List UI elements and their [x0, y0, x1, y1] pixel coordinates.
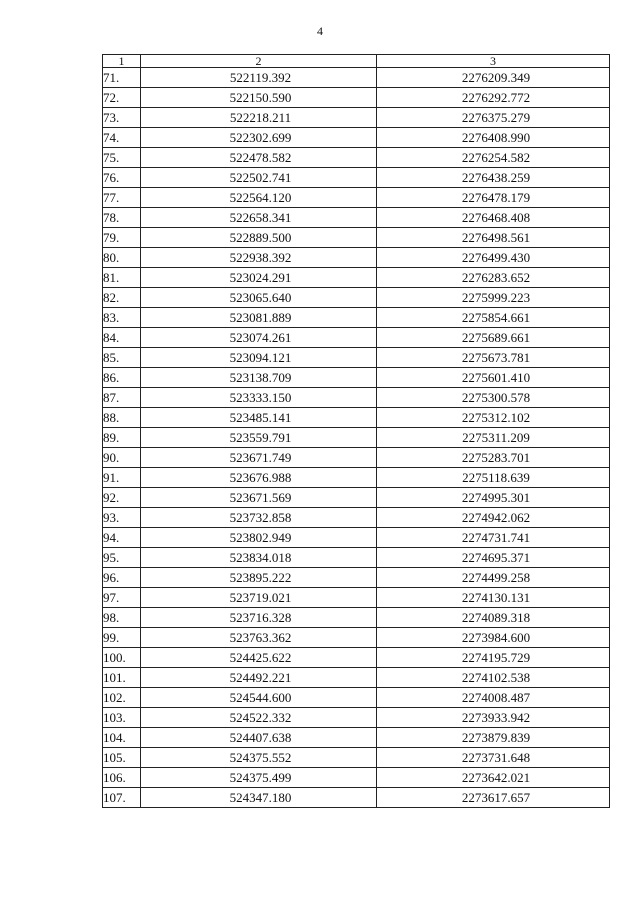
- x-coordinate-value: 522502.741: [229, 170, 292, 185]
- y-coordinate-value: 2274695.371: [461, 550, 531, 565]
- y-coordinate-cell: [377, 488, 610, 508]
- y-coordinate-cell: [377, 368, 610, 388]
- x-coordinate-cell: [141, 448, 377, 468]
- y-coordinate-value: 2276254.582: [461, 150, 531, 165]
- x-coordinate-cell: [141, 368, 377, 388]
- row-number-cell: 92.: [103, 488, 141, 508]
- y-coordinate-value: 2276408.990: [461, 130, 531, 145]
- y-coordinate-cell: [377, 188, 610, 208]
- y-coordinate-value: 2274102.538: [461, 670, 531, 685]
- x-coordinate-cell: [141, 528, 377, 548]
- x-coordinate-value: 523333.150: [229, 390, 292, 405]
- y-coordinate-value: 2273731.648: [461, 750, 531, 765]
- x-coordinate-cell: [141, 468, 377, 488]
- x-coordinate-value: 522119.392: [229, 70, 292, 85]
- x-coordinate-cell: [141, 508, 377, 528]
- row-number-cell: 76.: [103, 168, 141, 188]
- y-coordinate-cell: [377, 508, 610, 528]
- y-coordinate-cell: [377, 628, 610, 648]
- x-coordinate-value: 524347.180: [229, 790, 292, 805]
- x-coordinate-cell: [141, 128, 377, 148]
- x-coordinate-cell: [141, 428, 377, 448]
- y-coordinate-value: 2275118.639: [462, 470, 530, 485]
- y-coordinate-value: 2273642.021: [461, 770, 531, 785]
- x-coordinate-cell: [141, 588, 377, 608]
- x-coordinate-value: 524375.552: [229, 750, 292, 765]
- x-coordinate-value: 523763.362: [229, 630, 292, 645]
- x-coordinate-value: 523895.222: [229, 570, 292, 585]
- x-coordinate-value: 523671.569: [229, 490, 292, 505]
- table-row: [103, 748, 610, 768]
- y-coordinate-cell: [377, 708, 610, 728]
- row-number-cell: 77.: [103, 188, 141, 208]
- table-row: [103, 148, 610, 168]
- x-coordinate-cell: [141, 768, 377, 788]
- coordinates-table: [102, 54, 610, 808]
- y-coordinate-cell: [377, 768, 610, 788]
- table-row: [103, 568, 610, 588]
- x-coordinate-value: 524522.332: [229, 710, 292, 725]
- table-row: [103, 468, 610, 488]
- row-number-cell: 80.: [103, 248, 141, 268]
- x-coordinate-cell: [141, 348, 377, 368]
- row-number-cell: 101.: [103, 668, 141, 688]
- y-coordinate-cell: [377, 748, 610, 768]
- x-coordinate-cell: [141, 288, 377, 308]
- x-coordinate-value: 522658.341: [229, 210, 292, 225]
- column-header-3: 3: [377, 55, 610, 68]
- table-row: [103, 708, 610, 728]
- table-row: [103, 488, 610, 508]
- row-number-cell: 84.: [103, 328, 141, 348]
- table-row: [103, 348, 610, 368]
- table-row: [103, 248, 610, 268]
- table-row: [103, 388, 610, 408]
- x-coordinate-value: 522564.120: [229, 190, 292, 205]
- y-coordinate-cell: [377, 608, 610, 628]
- y-coordinate-value: 2274731.741: [461, 530, 531, 545]
- row-number-cell: 103.: [103, 708, 141, 728]
- y-coordinate-cell: [377, 168, 610, 188]
- row-number-cell: 96.: [103, 568, 141, 588]
- x-coordinate-value: 522150.590: [229, 90, 292, 105]
- table-row: [103, 588, 610, 608]
- row-number-cell: 91.: [103, 468, 141, 488]
- y-coordinate-cell: [377, 588, 610, 608]
- x-coordinate-value: 523719.021: [229, 590, 292, 605]
- y-coordinate-value: 2274499.258: [461, 570, 531, 585]
- x-coordinate-cell: [141, 688, 377, 708]
- x-coordinate-cell: [141, 228, 377, 248]
- x-coordinate-cell: [141, 628, 377, 648]
- table-row: [103, 368, 610, 388]
- x-coordinate-value: 524544.600: [229, 690, 292, 705]
- x-coordinate-cell: [141, 388, 377, 408]
- x-coordinate-cell: [141, 68, 377, 88]
- column-header-1: 1: [103, 55, 141, 68]
- row-number-cell: 95.: [103, 548, 141, 568]
- y-coordinate-value: 2276209.349: [461, 70, 531, 85]
- row-number-cell: 105.: [103, 748, 141, 768]
- y-coordinate-value: 2275312.102: [461, 410, 531, 425]
- table-body: [103, 68, 610, 808]
- x-coordinate-value: 522478.582: [229, 150, 292, 165]
- x-coordinate-value: 523732.858: [229, 510, 292, 525]
- table-row: [103, 768, 610, 788]
- x-coordinate-value: 523081.889: [229, 310, 292, 325]
- table-row: [103, 228, 610, 248]
- row-number-cell: 107.: [103, 788, 141, 808]
- x-coordinate-cell: [141, 408, 377, 428]
- row-number-cell: 102.: [103, 688, 141, 708]
- y-coordinate-cell: [377, 348, 610, 368]
- table-row: [103, 208, 610, 228]
- y-coordinate-cell: [377, 468, 610, 488]
- table-row: [103, 668, 610, 688]
- y-coordinate-value: 2276375.279: [461, 110, 531, 125]
- x-coordinate-value: 522938.392: [229, 250, 292, 265]
- x-coordinate-value: 523074.261: [229, 330, 292, 345]
- row-number-cell: 97.: [103, 588, 141, 608]
- row-number-cell: 78.: [103, 208, 141, 228]
- y-coordinate-value: 2274942.062: [461, 510, 531, 525]
- y-coordinate-cell: [377, 68, 610, 88]
- row-number-cell: 99.: [103, 628, 141, 648]
- row-number-cell: 106.: [103, 768, 141, 788]
- y-coordinate-cell: [377, 788, 610, 808]
- x-coordinate-value: 523094.121: [229, 350, 292, 365]
- y-coordinate-cell: [377, 388, 610, 408]
- x-coordinate-cell: [141, 328, 377, 348]
- x-coordinate-cell: [141, 268, 377, 288]
- column-header-2: 2: [141, 55, 377, 68]
- y-coordinate-value: 2274995.301: [461, 490, 531, 505]
- x-coordinate-value: 523559.791: [229, 430, 292, 445]
- x-coordinate-cell: [141, 488, 377, 508]
- row-number-cell: 100.: [103, 648, 141, 668]
- row-number-cell: 89.: [103, 428, 141, 448]
- y-coordinate-cell: [377, 268, 610, 288]
- row-number-cell: 88.: [103, 408, 141, 428]
- y-coordinate-cell: [377, 148, 610, 168]
- x-coordinate-value: 523834.018: [229, 550, 292, 565]
- y-coordinate-value: 2273933.942: [461, 710, 531, 725]
- row-number-cell: 71.: [103, 68, 141, 88]
- y-coordinate-cell: [377, 328, 610, 348]
- row-number-cell: 104.: [103, 728, 141, 748]
- x-coordinate-cell: [141, 608, 377, 628]
- x-coordinate-value: 524375.499: [229, 770, 292, 785]
- x-coordinate-value: 523716.328: [229, 610, 292, 625]
- x-coordinate-value: 523671.749: [229, 450, 292, 465]
- table-row: [103, 508, 610, 528]
- y-coordinate-value: 2276499.430: [461, 250, 531, 265]
- x-coordinate-value: 523485.141: [229, 410, 292, 425]
- row-number-cell: 74.: [103, 128, 141, 148]
- y-coordinate-cell: [377, 128, 610, 148]
- x-coordinate-cell: [141, 728, 377, 748]
- table-row: [103, 448, 610, 468]
- x-coordinate-cell: [141, 88, 377, 108]
- y-coordinate-cell: [377, 108, 610, 128]
- y-coordinate-value: 2276292.772: [461, 90, 531, 105]
- y-coordinate-value: 2276478.179: [461, 190, 531, 205]
- y-coordinate-cell: [377, 548, 610, 568]
- y-coordinate-value: 2273984.600: [461, 630, 531, 645]
- page-number: 4: [317, 24, 323, 38]
- x-coordinate-cell: [141, 648, 377, 668]
- table-row: [103, 128, 610, 148]
- y-coordinate-value: 2273617.657: [461, 790, 531, 805]
- y-coordinate-value: 2274089.318: [461, 610, 531, 625]
- table-row: [103, 728, 610, 748]
- y-coordinate-value: 2274195.729: [461, 650, 531, 665]
- table-row: [103, 628, 610, 648]
- table-header-row: [103, 55, 610, 68]
- x-coordinate-value: 523024.291: [229, 270, 292, 285]
- table-row: [103, 528, 610, 548]
- y-coordinate-value: 2276283.652: [461, 270, 531, 285]
- x-coordinate-cell: [141, 208, 377, 228]
- table-row: [103, 308, 610, 328]
- table-row: [103, 288, 610, 308]
- table-row: [103, 88, 610, 108]
- y-coordinate-cell: [377, 448, 610, 468]
- row-number-cell: 73.: [103, 108, 141, 128]
- y-coordinate-cell: [377, 528, 610, 548]
- x-coordinate-value: 523676.988: [229, 470, 292, 485]
- y-coordinate-cell: [377, 648, 610, 668]
- x-coordinate-value: 524425.622: [229, 650, 292, 665]
- x-coordinate-cell: [141, 188, 377, 208]
- y-coordinate-cell: [377, 668, 610, 688]
- x-coordinate-cell: [141, 568, 377, 588]
- table-row: [103, 328, 610, 348]
- x-coordinate-cell: [141, 108, 377, 128]
- x-coordinate-value: 522218.211: [229, 110, 292, 125]
- table-row: [103, 408, 610, 428]
- y-coordinate-cell: [377, 228, 610, 248]
- row-number-cell: 75.: [103, 148, 141, 168]
- y-coordinate-value: 2275673.781: [461, 350, 531, 365]
- x-coordinate-value: 523065.640: [229, 290, 292, 305]
- x-coordinate-cell: [141, 308, 377, 328]
- y-coordinate-cell: [377, 428, 610, 448]
- row-number-cell: 94.: [103, 528, 141, 548]
- y-coordinate-value: 2276438.259: [461, 170, 531, 185]
- y-coordinate-value: 2275601.410: [461, 370, 531, 385]
- row-number-cell: 79.: [103, 228, 141, 248]
- y-coordinate-cell: [377, 308, 610, 328]
- y-coordinate-cell: [377, 248, 610, 268]
- y-coordinate-value: 2275689.661: [461, 330, 531, 345]
- x-coordinate-cell: [141, 668, 377, 688]
- x-coordinate-value: 524407.638: [229, 730, 292, 745]
- x-coordinate-value: 522889.500: [229, 230, 292, 245]
- x-coordinate-value: 524492.221: [229, 670, 292, 685]
- y-coordinate-cell: [377, 568, 610, 588]
- y-coordinate-cell: [377, 408, 610, 428]
- table-row: [103, 108, 610, 128]
- x-coordinate-cell: [141, 748, 377, 768]
- x-coordinate-cell: [141, 248, 377, 268]
- x-coordinate-cell: [141, 148, 377, 168]
- table-row: [103, 788, 610, 808]
- x-coordinate-value: 522302.699: [229, 130, 292, 145]
- x-coordinate-cell: [141, 168, 377, 188]
- row-number-cell: 98.: [103, 608, 141, 628]
- table-row: [103, 428, 610, 448]
- y-coordinate-value: 2275999.223: [461, 290, 531, 305]
- table-row: [103, 268, 610, 288]
- row-number-cell: 86.: [103, 368, 141, 388]
- row-number-cell: 82.: [103, 288, 141, 308]
- table-row: [103, 648, 610, 668]
- row-number-cell: 81.: [103, 268, 141, 288]
- row-number-cell: 87.: [103, 388, 141, 408]
- table-row: [103, 68, 610, 88]
- row-number-cell: 93.: [103, 508, 141, 528]
- x-coordinate-value: 523802.949: [229, 530, 292, 545]
- row-number-cell: 90.: [103, 448, 141, 468]
- y-coordinate-value: 2275854.661: [461, 310, 531, 325]
- row-number-cell: 85.: [103, 348, 141, 368]
- y-coordinate-value: 2275311.209: [462, 430, 530, 445]
- y-coordinate-value: 2275283.701: [461, 450, 531, 465]
- table-row: [103, 688, 610, 708]
- y-coordinate-value: 2274008.487: [461, 690, 531, 705]
- table-row: [103, 188, 610, 208]
- y-coordinate-cell: [377, 728, 610, 748]
- row-number-cell: 83.: [103, 308, 141, 328]
- table-row: [103, 608, 610, 628]
- y-coordinate-value: 2275300.578: [461, 390, 531, 405]
- y-coordinate-cell: [377, 288, 610, 308]
- y-coordinate-cell: [377, 688, 610, 708]
- row-number-cell: 72.: [103, 88, 141, 108]
- x-coordinate-value: 523138.709: [229, 370, 292, 385]
- y-coordinate-value: 2273879.839: [461, 730, 531, 745]
- x-coordinate-cell: [141, 708, 377, 728]
- y-coordinate-cell: [377, 88, 610, 108]
- table-row: [103, 168, 610, 188]
- y-coordinate-value: 2276468.408: [461, 210, 531, 225]
- y-coordinate-value: 2274130.131: [461, 590, 531, 605]
- y-coordinate-cell: [377, 208, 610, 228]
- x-coordinate-cell: [141, 788, 377, 808]
- y-coordinate-value: 2276498.561: [461, 230, 531, 245]
- x-coordinate-cell: [141, 548, 377, 568]
- table-row: [103, 548, 610, 568]
